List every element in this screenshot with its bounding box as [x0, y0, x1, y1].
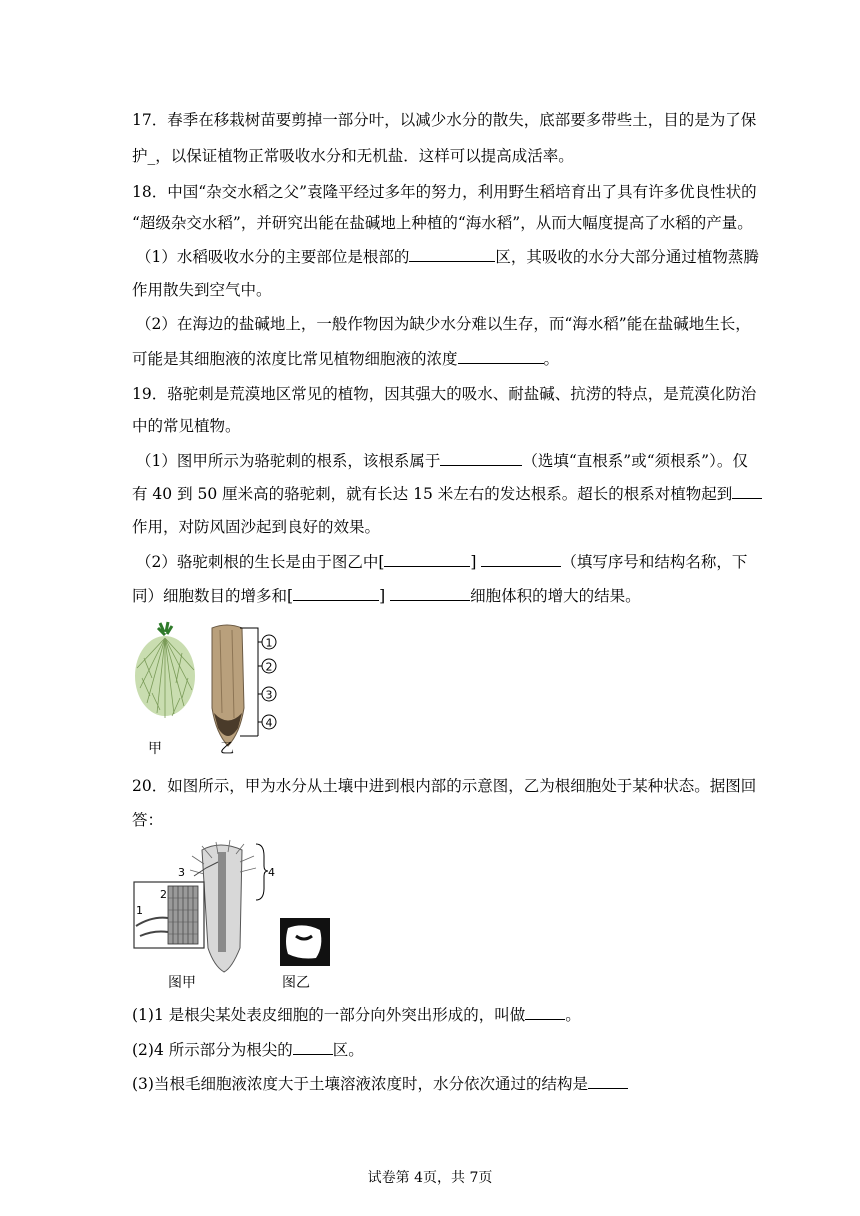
fig-number-3: 3: [178, 866, 185, 879]
q19-part1-line2: [132, 483, 762, 504]
q19-p2-text-d: 同）细胞数目的增多和[: [132, 587, 294, 605]
fig-label-jia: 甲: [148, 741, 162, 757]
svg-text:4: 4: [265, 716, 273, 730]
q19-p1-text-c: 有 40 到 50 厘米高的骆驼刺，就有长达 15 米左右的发达根系。超长的根系对植物起到: [132, 485, 733, 503]
q20-s1-text-a: (1)1 是根尖某处表皮细胞的一部分向外突出形成的，叫做: [132, 1006, 526, 1024]
svg-text:2: 2: [265, 660, 273, 674]
q19-p1-text-a: （1）图甲所示为骆驼刺的根系，该根系属于: [136, 452, 441, 470]
fig-number-2: 2: [160, 888, 167, 901]
q18-part2-line1: （2）在海边的盐碱地上，一般作物因为缺少水分难以生存，而“海水稻”能在盐碱地生长，: [136, 315, 751, 333]
q18-p1-text-c: 作用散失到空气中。: [132, 281, 272, 299]
q18-line2: “超级杂交水稻”，并研究出能在盐碱地上种植的“海水稻”，从而大幅度提高了水稻的产量。: [132, 214, 753, 232]
fig-label-yi: 图乙: [282, 975, 310, 991]
fig-number-1: 1: [136, 904, 143, 917]
q18-p1-text-a: （1）水稻吸收水分的主要部位是根部的: [136, 248, 410, 266]
q18-p1-text-b: 区，其吸收的水分大部分通过植物蒸腾: [495, 248, 759, 266]
answer-blank[interactable]: [390, 585, 470, 601]
water-absorption-diagram: [132, 838, 342, 994]
root-system-illustration: [132, 618, 292, 758]
cell-columns: [168, 886, 198, 944]
marker-1: [262, 635, 276, 650]
q18-part1: [136, 246, 759, 267]
answer-blank[interactable]: [588, 1073, 628, 1089]
q19-p2-text-f: 细胞体积的增大的结果。: [470, 587, 641, 605]
svg-text:3: 3: [265, 688, 273, 702]
answer-blank[interactable]: [384, 551, 470, 567]
q20-s2-text-a: (2)4 所示部分为根尖的: [132, 1041, 293, 1059]
answer-blank[interactable]: [293, 1039, 333, 1055]
answer-blank[interactable]: [525, 1004, 565, 1020]
q20-sub2: [132, 1039, 364, 1060]
q20-s3-text-a: (3)当根毛细胞液浓度大于土壤溶液浓度时，水分依次通过的结构是: [132, 1075, 588, 1093]
q19-part2-line1: [136, 551, 747, 572]
q19-part1-line1: [136, 450, 748, 471]
q20-sub3: [132, 1073, 628, 1094]
q20-s2-text-b: 区。: [332, 1041, 364, 1059]
q19-p2-text-c: （填写序号和结构名称，下: [561, 553, 748, 571]
q20-line1: 20．如图所示，甲为水分从土壤中进到根内部的示意图，乙为根细胞处于某种状态。据图回: [132, 777, 757, 795]
q20-line2: 答：: [132, 811, 164, 829]
fig-number-4: 4: [268, 866, 275, 879]
answer-blank[interactable]: [440, 450, 522, 466]
answer-blank[interactable]: [481, 551, 561, 567]
bracket-4: [256, 844, 268, 900]
q18-part2-line2: [132, 348, 559, 369]
root-tip-image: [212, 625, 244, 746]
q19-part2-line2: [132, 585, 641, 606]
marker-3: [262, 687, 276, 702]
q17-line1: 17．春季在移栽树苗要剪掉一部分叶，以减少水分的散失，底部要多带些土，目的是为了保: [132, 111, 757, 129]
fibrous-root-system-image: [135, 622, 195, 718]
marker-4: [262, 715, 276, 730]
q19-line1: 19．骆驼刺是荒漠地区常见的植物，因其强大的吸水、耐盐碱、抗涝的特点，是荒漠化防治: [132, 385, 757, 403]
q19-p2-text-b: ]: [470, 553, 477, 571]
answer-blank[interactable]: [458, 348, 544, 364]
q18-p2-text-b: 可能是其细胞液的浓度比常见植物细胞液的浓度: [132, 350, 458, 368]
plasmolyzed-cell-drawing: [280, 918, 330, 966]
svg-text:1: 1: [265, 636, 273, 650]
marker-2: [262, 659, 276, 674]
q19-p1-text-b: （选填“直根系”或“须根系”）。仅: [522, 452, 748, 470]
q20-s1-text-b: 。: [565, 1006, 581, 1024]
q19-p1-text-d: 作用，对防风固沙起到良好的效果。: [132, 518, 381, 536]
q18-line1: 18．中国“杂交水稻之父”袁隆平经过多年的努力，利用野生稻培育出了具有许多优良性状的: [132, 183, 757, 201]
q19-line2: 中的常见植物。: [132, 417, 241, 435]
fig-label-jia: 图甲: [168, 975, 196, 991]
q19-p2-text-e: ]: [379, 587, 386, 605]
q17-line2: 护_，以保证植物正常吸收水分和无机盐．这样可以提高成活率。: [132, 147, 574, 165]
q19-p2-text-a: （2）骆驼刺根的生长是由于图乙中[: [136, 553, 385, 571]
answer-blank[interactable]: [409, 246, 495, 262]
answer-blank[interactable]: [732, 483, 762, 499]
q19-figure: [132, 618, 292, 758]
q18-p2-text-c: 。: [543, 350, 560, 368]
answer-blank[interactable]: [293, 585, 379, 601]
q20-figure: [132, 838, 342, 994]
q20-sub1: [132, 1004, 581, 1025]
fig-label-yi: 乙: [220, 741, 234, 757]
page-footer: 试卷第 4页，共 7页: [367, 1170, 493, 1186]
